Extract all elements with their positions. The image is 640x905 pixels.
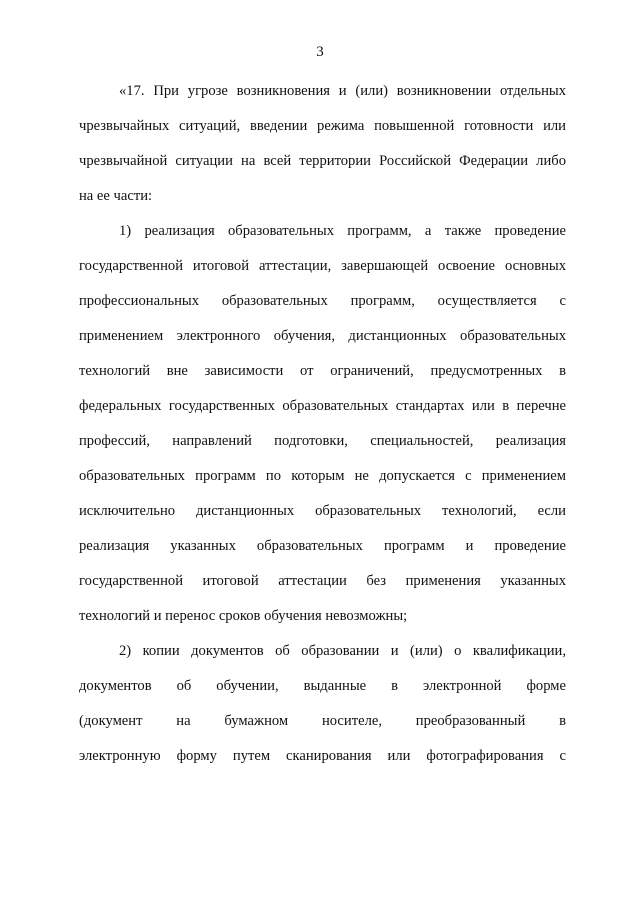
text-line: технологий вне зависимости от ограничений, предусмотренных в <box>79 363 566 379</box>
text-line: государственной итоговой аттестации без применения указанных <box>79 573 566 589</box>
text-line: профессий, направлений подготовки, специальностей, реализация <box>79 433 566 449</box>
text-line: электронную форму путем сканирования или фотографирования с <box>79 748 566 764</box>
text-line: исключительно дистанционных образовательных технологий, если <box>79 503 566 519</box>
text-line: профессиональных образовательных программ, осуществляется с <box>79 293 566 309</box>
text-line: технологий и перенос сроков обучения невозможны; <box>79 608 408 624</box>
text-line: применением электронного обучения, дистанционных образовательных <box>79 328 566 344</box>
text-line: образовательных программ по которым не допускается с применением <box>79 468 566 484</box>
text-line: «17. При угрозе возникновения и (или) возникновении отдельных <box>119 83 566 99</box>
text-line: на ее части: <box>79 188 153 204</box>
page-number: 3 <box>316 44 324 60</box>
text-line: государственной итоговой аттестации, завершающей освоение основных <box>79 258 566 274</box>
text-line: реализация указанных образовательных программ и проведение <box>79 538 566 554</box>
text-line: (документ на бумажном носителе, преобразованный в <box>79 713 566 729</box>
text-line: 2) копии документов об образовании и (или) о квалификации, <box>119 643 566 659</box>
text-line: федеральных государственных образовательных стандартах или в перечне <box>79 398 566 414</box>
text-line: чрезвычайной ситуации на всей территории Российской Федерации либо <box>79 153 566 169</box>
text-line: документов об обучении, выданные в электронной форме <box>79 678 566 694</box>
text-line: чрезвычайных ситуаций, введении режима повышенной готовности или <box>79 118 566 134</box>
text-line: 1) реализация образовательных программ, а также проведение <box>119 223 566 239</box>
